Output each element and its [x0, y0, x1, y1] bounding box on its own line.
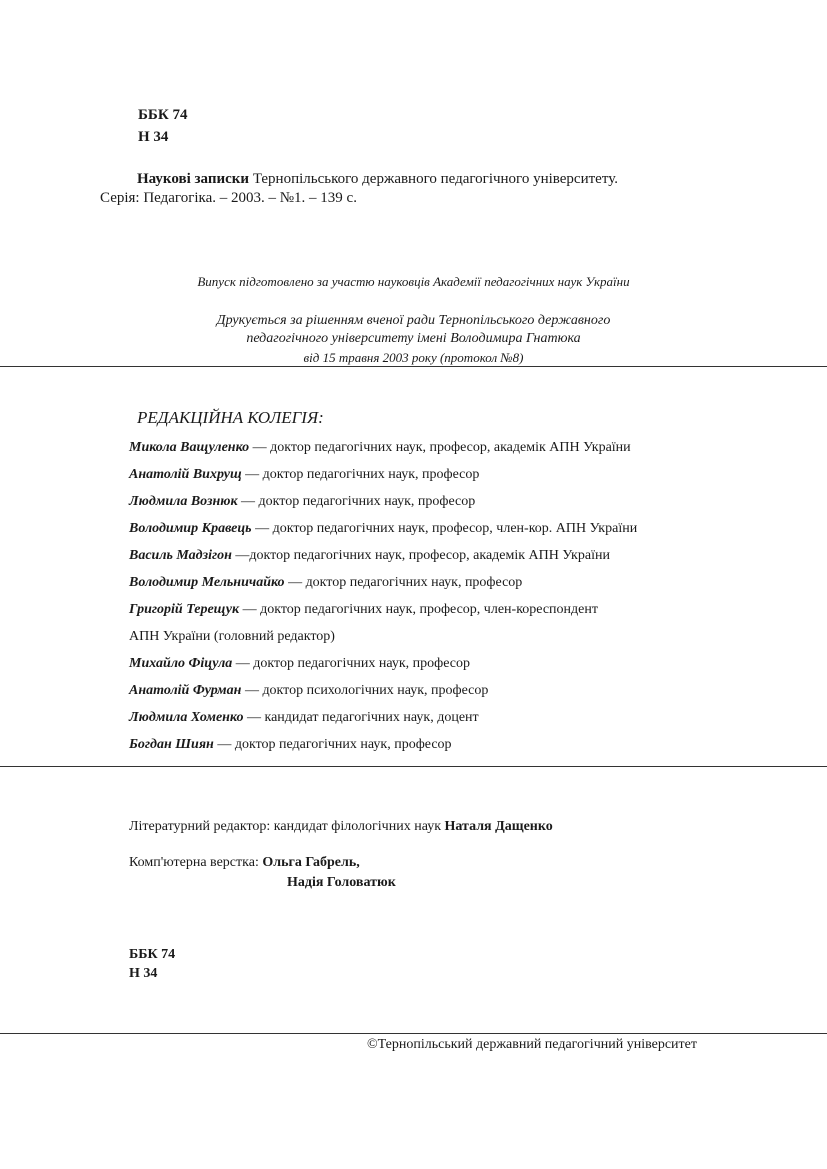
bbk-code: ББК 74: [138, 107, 188, 123]
member-name: Володимир Мельничайко: [129, 575, 285, 590]
board-member: [129, 683, 488, 699]
member-name: Василь Мадзігон: [129, 548, 232, 563]
board-member: [129, 656, 470, 672]
publication-publisher: Тернопільського державного педагогічного університету.: [252, 171, 618, 187]
literary-editor-label: Літературний редактор: кандидат філологічних наук: [129, 819, 445, 834]
member-name: Микола Ващуленко: [129, 440, 250, 455]
member-name: Богдан Шиян: [129, 737, 214, 752]
member-role: — доктор педагогічних наук, професор, член-кор. АПН України: [251, 521, 638, 536]
layout-editor-name-1: Ольга Габрель,: [262, 855, 360, 870]
member-name: Володимир Кравець: [129, 521, 252, 536]
member-role: — доктор педагогічних наук, професор: [241, 467, 480, 482]
member-role: АПН України (головний редактор): [129, 629, 335, 644]
layout-editor-label: Комп'ютерна верстка:: [129, 855, 263, 870]
board-member: [129, 521, 637, 537]
member-role: — доктор психологічних наук, професор: [241, 683, 489, 698]
member-name: Михайло Фіцула: [129, 656, 233, 671]
layout-editor-name-2: Надія Головатюк: [287, 875, 396, 890]
board-member-continuation: [129, 629, 335, 645]
member-name: Анатолій Фурман: [129, 683, 242, 698]
board-heading: РЕДАКЦІЙНА КОЛЕГІЯ:: [137, 408, 324, 427]
academy-notice: Випуск підготовлено за участю науковців Академії педагогічних наук України: [197, 274, 630, 289]
member-name: Людмила Вознюк: [129, 494, 238, 509]
member-role: — доктор педагогічних наук, професор: [237, 494, 476, 509]
member-role: — доктор педагогічних наук, професор, академік АПН України: [249, 440, 631, 455]
divider-bottom: [0, 1033, 827, 1034]
member-role: — доктор педагогічних наук, професор: [284, 575, 523, 590]
author-sign-code: Н 34: [138, 129, 169, 145]
member-role: — доктор педагогічних наук, професор: [232, 656, 471, 671]
board-member: [129, 548, 610, 564]
footer-author-sign-code: Н 34: [129, 966, 158, 981]
board-member: [129, 602, 598, 618]
member-role: —доктор педагогічних наук, професор, академік АПН України: [231, 548, 610, 563]
divider-top: [0, 366, 827, 367]
member-name: Людмила Хоменко: [129, 710, 244, 725]
footer-bbk-code: ББК 74: [129, 947, 176, 962]
literary-editor-name: Наталя Дащенко: [444, 819, 553, 834]
layout-editor: [129, 855, 360, 871]
divider-middle: [0, 766, 827, 767]
member-role: — доктор педагогічних наук, професор, член-кореспондент: [239, 602, 598, 617]
board-member: [129, 575, 522, 591]
member-role: — доктор педагогічних наук, професор: [213, 737, 452, 752]
publication-series: Серія: Педагогіка. – 2003. – №1. – 139 с.: [100, 190, 357, 206]
publication-title: Наукові записки: [137, 171, 250, 187]
approval-line-3: від 15 травня 2003 року (протокол №8): [303, 350, 524, 365]
board-member: [129, 467, 479, 483]
board-member: [129, 494, 475, 510]
board-member: [129, 710, 479, 726]
member-role: — кандидат педагогічних наук, доцент: [243, 710, 479, 725]
board-member: [129, 737, 452, 753]
member-name: Анатолій Вихрущ: [129, 467, 242, 482]
copyright: ©Тернопільський державний педагогічний університет: [367, 1037, 697, 1052]
approval-line-1: Друкується за рішенням вченої ради Тернопільського державного: [216, 313, 611, 328]
member-name: Григорій Терещук: [129, 602, 240, 617]
board-member: [129, 440, 631, 456]
approval-line-2: педагогічного університету імені Володимира Гнатюка: [246, 331, 581, 346]
literary-editor: [129, 819, 553, 835]
publication-description: [100, 168, 728, 190]
